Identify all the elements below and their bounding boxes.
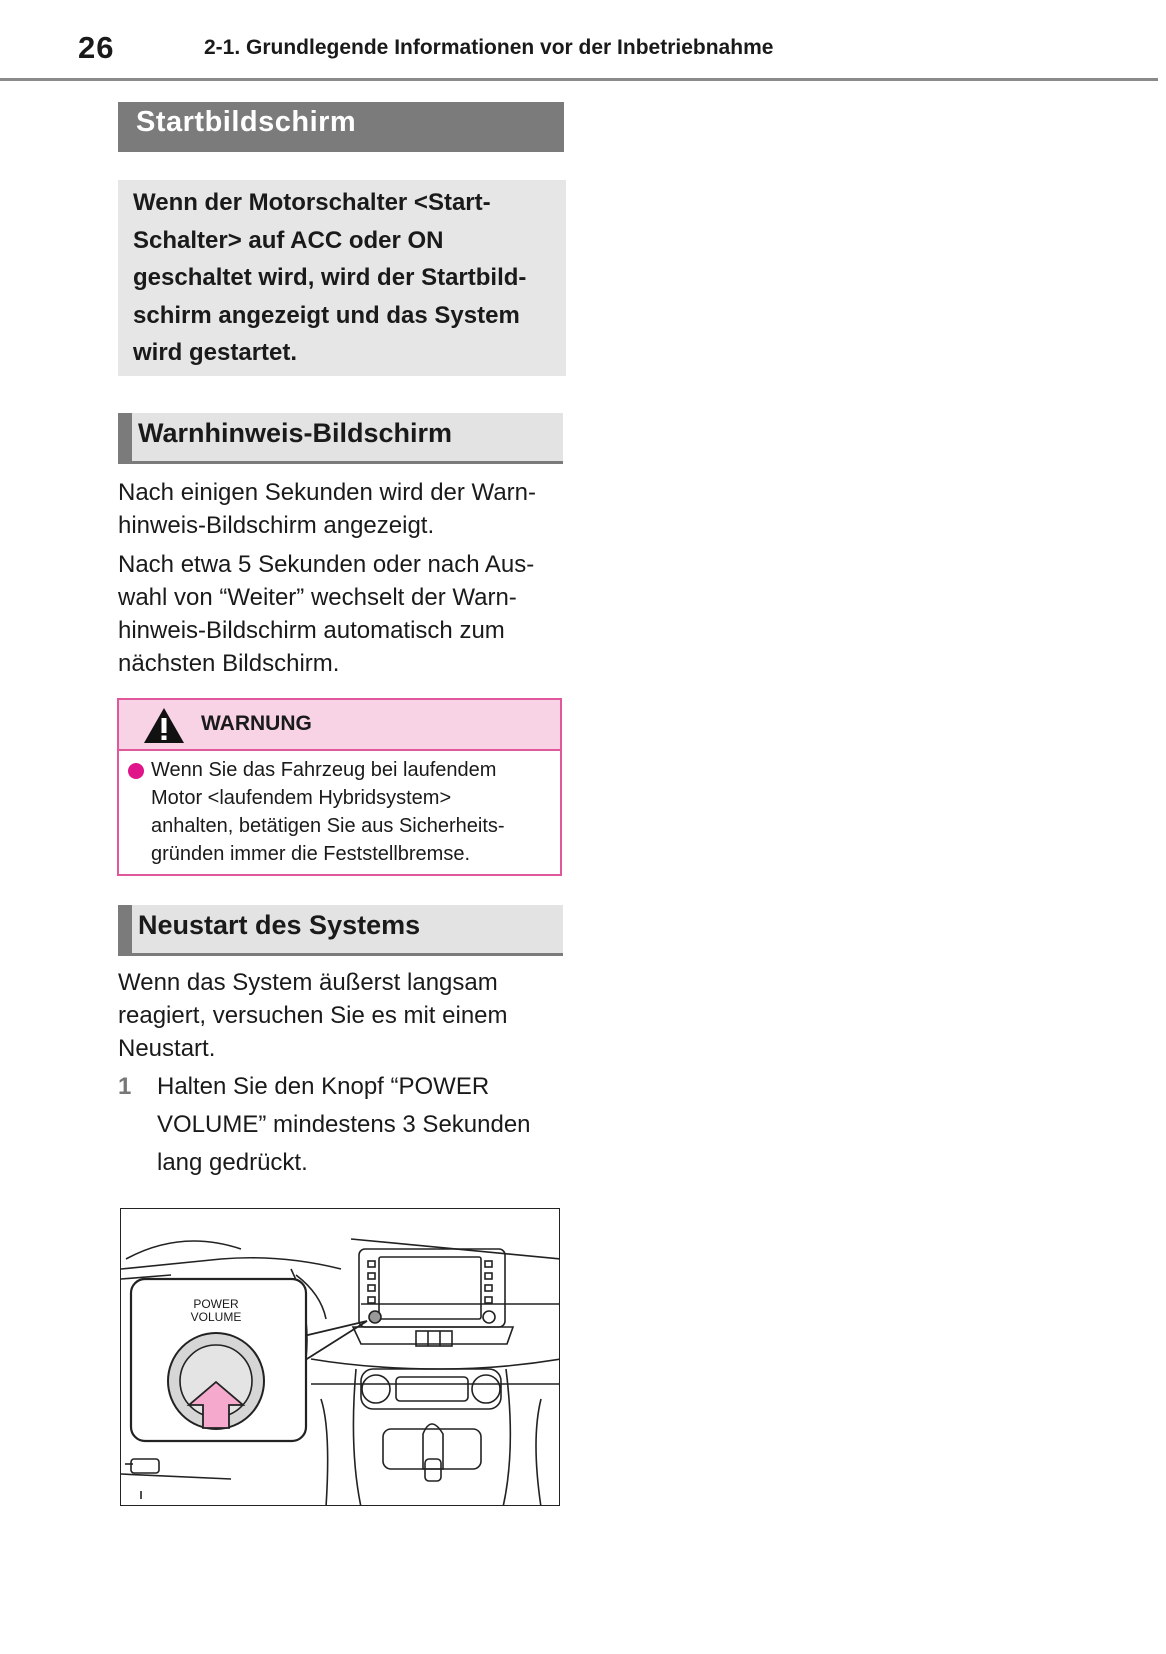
- label-line: POWER: [193, 1297, 239, 1311]
- section-title-startbildschirm: Startbildschirm: [118, 102, 564, 152]
- warning-triangle-icon: [143, 707, 185, 744]
- step-text: [157, 1068, 568, 1182]
- text-line: Neustart.: [118, 1035, 216, 1062]
- step-number: 1: [118, 1073, 132, 1100]
- text-line: Wenn Sie das Fahrzeug bei laufendem: [151, 759, 497, 781]
- text-line: Motor <laufendem Hybridsystem>: [151, 787, 452, 809]
- text-line: anhalten, betätigen Sie aus Sicherheits-: [151, 815, 505, 837]
- text-line: Nach etwa 5 Sekunden oder nach Aus-: [118, 551, 535, 578]
- warning-screen-paragraph-2: [118, 548, 568, 680]
- dashboard-drawing: [121, 1209, 560, 1506]
- warning-header: [119, 700, 560, 751]
- text-line: Nach einigen Sekunden wird der Warn-: [118, 479, 536, 506]
- page-number: 26: [78, 30, 115, 65]
- restart-paragraph: [118, 966, 568, 1065]
- heading-warnhinweis: Warnhinweis-Bildschirm: [118, 413, 563, 464]
- text-line: nächsten Bildschirm.: [118, 650, 340, 677]
- text-line: gründen immer die Feststellbremse.: [151, 843, 471, 865]
- text-line: wahl von “Weiter” wechselt der Warn-: [118, 584, 517, 611]
- text-line: lang gedrückt.: [157, 1149, 308, 1176]
- intro-line: wird gestartet.: [133, 339, 298, 366]
- header-divider: [0, 78, 1158, 81]
- warning-body: [119, 751, 560, 868]
- heading-neustart: Neustart des Systems: [118, 905, 563, 956]
- warning-screen-paragraph-1: [118, 476, 568, 542]
- intro-line: geschaltet wird, wird der Startbild-: [133, 264, 527, 291]
- warning-box: [117, 698, 562, 876]
- text-line: Wenn das System äußerst langsam: [118, 969, 498, 996]
- text-line: Halten Sie den Knopf “POWER: [157, 1073, 490, 1100]
- bullet-icon: [128, 763, 144, 779]
- intro-line: Schalter> auf ACC oder ON: [133, 226, 444, 254]
- intro-line: schirm angezeigt und das System: [133, 301, 520, 329]
- warning-label: WARNUNG: [201, 712, 312, 735]
- text-line: reagiert, versuchen Sie es mit einem: [118, 1002, 508, 1029]
- text-line: VOLUME” mindestens 3 Sekunden: [157, 1111, 531, 1138]
- dashboard-illustration: [120, 1208, 560, 1506]
- label-line: VOLUME: [190, 1310, 242, 1324]
- text-line: hinweis-Bildschirm angezeigt.: [118, 512, 435, 539]
- power-volume-label: [171, 1298, 261, 1324]
- text-line: hinweis-Bildschirm automatisch zum: [118, 617, 505, 644]
- intro-box: [118, 180, 566, 376]
- intro-line: Wenn der Motorschalter <Start-: [133, 189, 491, 216]
- chapter-title: 2-1. Grundlegende Informationen vor der Inbetriebnahme: [204, 36, 774, 59]
